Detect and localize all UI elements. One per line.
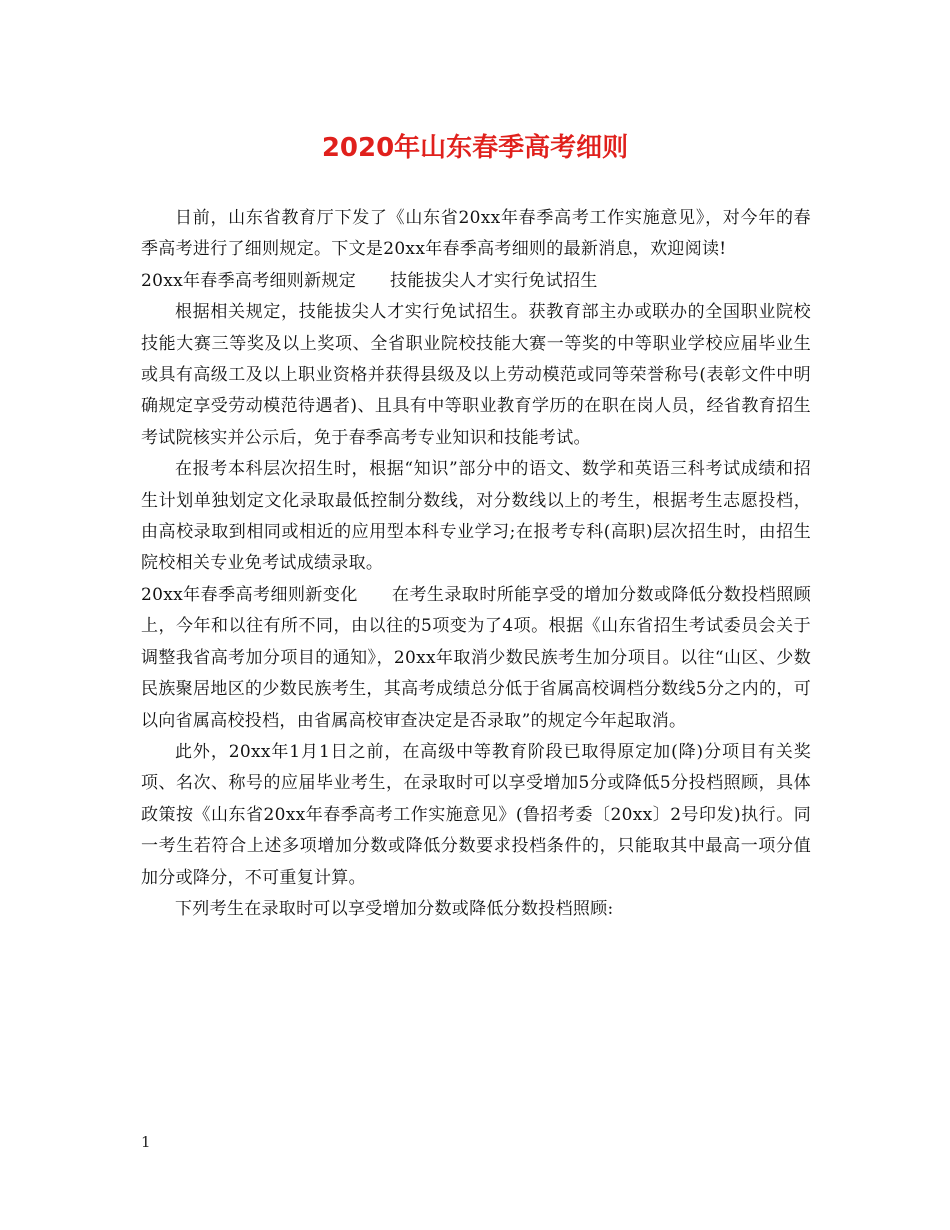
section-heading-text: 20xx年春季高考细则新规定 (141, 270, 357, 291)
body-paragraph: 在报考本科层次招生时，根据“知识”部分中的语文、数学和英语三科考试成绩和招生计划单独划定文化录取最低控制分数线，对分数线以上的考生，根据考生志愿投档，由高校录取到相同或相近的应用型本科专业学习;在报考专科(高职)层次招生时，由招生院校相关专业免考试成绩录取。 (141, 459, 811, 574)
section-heading-new-rules (141, 266, 811, 297)
body-paragraph: 根据相关规定，技能拔尖人才实行免试招生。获教育部主办或联办的全国职业院校技能大赛三等奖及以上奖项、全省职业院校技能大赛一等奖的中等职业学校应届毕业生或具有高级工及以上职业资格并获得县级及以上劳动模范或同等荣誉称号(表彰文件中明确规定享受劳动模范待遇者)、且具有中等职业教育学历的在职在岗人员，经省教育招生考试院核实并公示后，免于春季高考专业知识和技能考试。 (141, 302, 811, 448)
section-body-text: 在考生录取时所能享受的增加分数或降低分数投档照顾上，今年和以往有所不同，由以往的5项变为了4项。根据《山东省招生考试委员会关于调整我省高考加分项目的通知》，20xx年取消少数民族考生加分项目。以往“山区、少数民族聚居地区的少数民族考生，其高考成绩总分低于省属高校调档分数线5分之内的，可以向省属高校投档，由省属高校审查决定是否录取”的规定今年起取消。 (141, 584, 811, 731)
body-paragraph: 下列考生在录取时可以享受增加分数或降低分数投档照顾: (175, 898, 614, 919)
body-paragraph: 此外，20xx年1月1日之前，在高级中等教育阶段已取得原定加(降)分项目有关奖项、名次、称号的应届毕业考生，在录取时可以享受增加5分或降低5分投档照顾，具体政策按《山东省20xx年春季高考工作实施意见》(鲁招考委〔20xx〕2号印发)执行。同一考生若符合上述多项增加分数或降低分数要求投档条件的，只能取其中最高一项分值加分或降分，不可重复计算。 (141, 741, 811, 888)
document-body (141, 203, 811, 925)
section-paragraph-new-changes (141, 580, 811, 737)
section-subheading-text: 技能拔尖人才实行免试招生 (390, 270, 598, 291)
document-title: 2020年山东春季高考细则 (321, 133, 629, 163)
section-heading-text: 20xx年春季高考细则新变化 (141, 584, 358, 605)
page-number: 1 (141, 1133, 151, 1151)
intro-paragraph: 日前，山东省教育厅下发了《山东省20xx年春季高考工作实施意见》，对今年的春季高考进行了细则规定。下文是20xx年春季高考细则的最新消息，欢迎阅读! (141, 208, 811, 260)
